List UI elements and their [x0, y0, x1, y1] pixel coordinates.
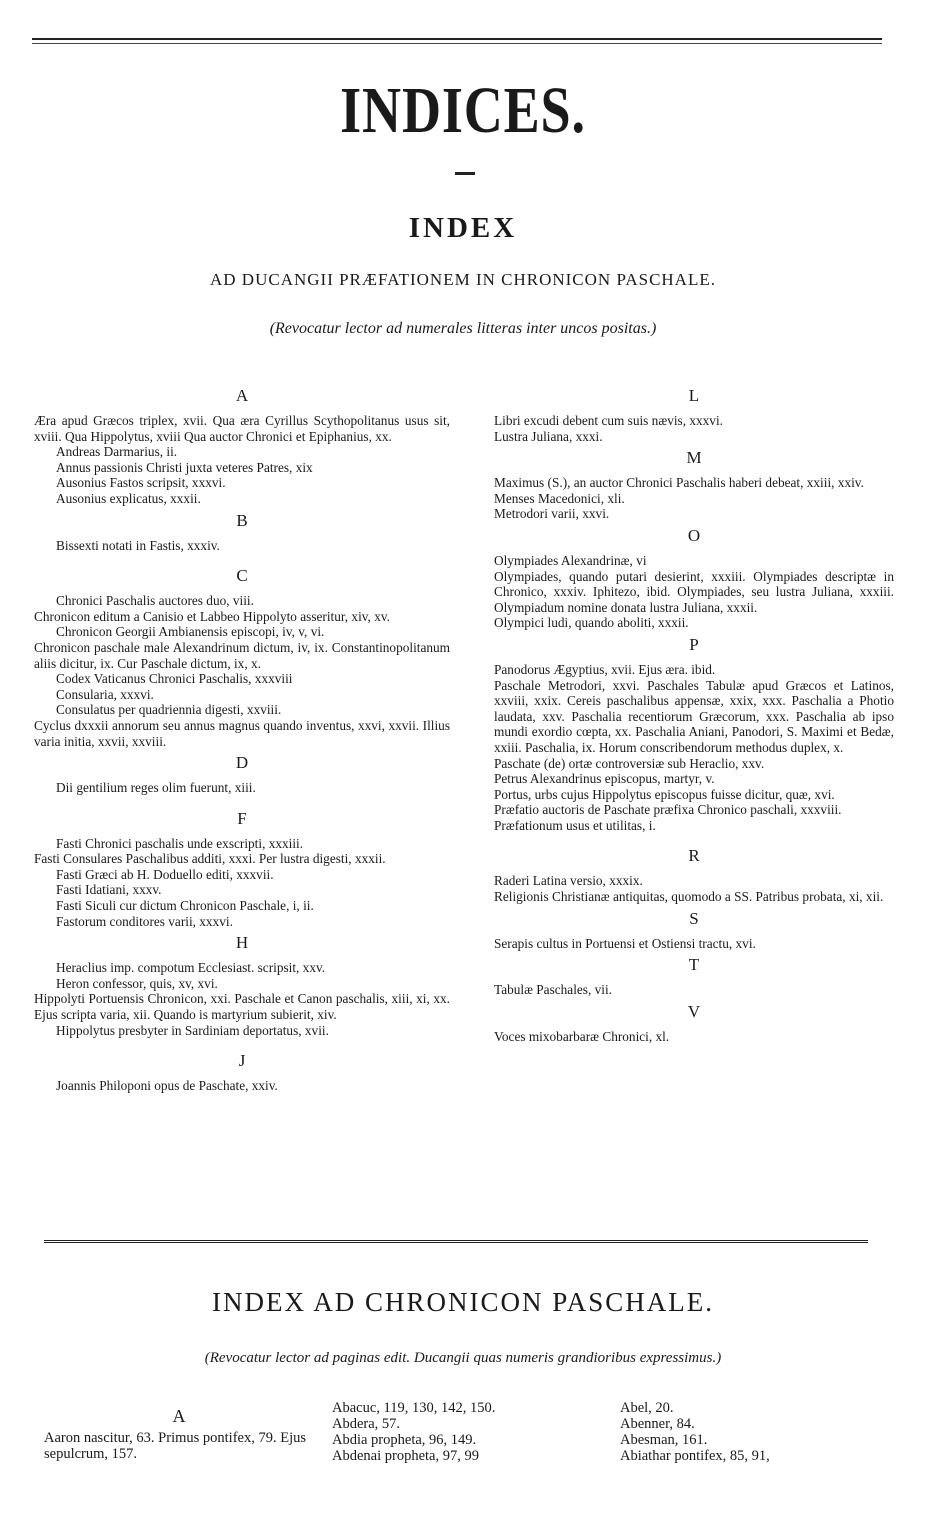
index-entry: Fasti Chronici paschalis unde exscripti, xxxiii. — [56, 835, 304, 851]
index-entry: Menses Macedonici, xli. — [494, 490, 625, 506]
section-letter-c: C — [236, 566, 248, 586]
index-entry: Panodorus Ægyptius, xvii. Ejus æra. ibid. — [494, 661, 716, 677]
second-index-note: (Revocatur lector ad paginas edit. Ducangii quas numeris grandioribus expressimus.) — [204, 1350, 722, 1366]
index-subheading: AD DUCANGII PRÆFATIONEM IN CHRONICON PASCHALE. — [210, 270, 716, 289]
index-entry: Abenner, 84. — [620, 1416, 695, 1432]
second-index-column-2 — [332, 1400, 602, 1464]
index-entry: Andreas Darmarius, ii. — [56, 444, 178, 460]
index-entry: Raderi Latina versio, xxxix. — [494, 873, 643, 889]
section-divider — [44, 1240, 868, 1243]
index-entry: Fasti Consulares Paschalibus additi, xxxi. Per lustra digesti, xxxii. — [34, 851, 386, 867]
index-entry: Abdenai propheta, 97, 99 — [332, 1448, 479, 1464]
section-letter-r: R — [688, 846, 700, 866]
section-letter-v: V — [687, 1001, 701, 1021]
section-letter-l: L — [688, 386, 700, 405]
section-letter-h: H — [235, 933, 249, 953]
index-entry: Olympiades, quando putari desierint, xxxiii. Olympiades descriptæ in Chronico, xxxiv. Iphitezo, ibid. Olympiades, seu lustra Juliana, xxxiii. Olympiadum nomine donata lustra Juliana, xxxii. — [494, 568, 894, 615]
top-rule — [32, 38, 882, 44]
index-entry: Lustra Juliana, xxxi. — [494, 428, 603, 444]
index-entry: Abacuc, 119, 130, 142, 150. — [332, 1400, 496, 1416]
index-entry: Olympiades Alexandrinæ, vi — [494, 552, 647, 568]
index-entry: Præfationum usus et utilitas, i. — [494, 817, 656, 833]
index-entry: Tabulæ Paschales, vii. — [494, 982, 612, 998]
index-entry: Petrus Alexandrinus episcopus, martyr, v. — [494, 771, 715, 787]
index-entry: Maximus (S.), an auctor Chronici Paschalis haberi debeat, xxiii, xxiv. — [494, 475, 864, 491]
index-entry: Libri excudi debent cum suis nævis, xxxvi. — [494, 413, 723, 428]
section-letter-m: M — [686, 448, 702, 468]
section-letter-p: P — [689, 634, 699, 654]
index-entry: Heron confessor, quis, xv, xvi. — [56, 975, 218, 991]
index-entry: Metrodori varii, xxvi. — [494, 506, 610, 522]
index-entry: Paschale Metrodori, xxvi. Paschales Tabulæ apud Græcos et Latinos, xxviii, xxix. Cereis paschalibus appensæ, xxix, xxx. Paschalia a Photio laudata, xxv. Paschalia recentiorum Græcorum, xxx. Paschalia ab ipso mundi exordio cœpta, xx. Paschalia Aniani, Panodori, S. Maximi et Bedæ, xxiii. Paschalia, ix. Horum conscribendorum methodus duplex, x. — [494, 677, 894, 755]
index-entry: Religionis Christianæ antiquitas, quomodo a SS. Patribus probata, xi, xii. — [494, 889, 884, 905]
section-letter-s: S — [689, 908, 699, 928]
index-entry: Abdera, 57. — [332, 1416, 401, 1432]
index-entry: Chronicon Georgii Ambianensis episcopi, iv, v, vi. — [56, 624, 325, 640]
index-entry: Ausonius Fastos scripsit, xxxvi. — [56, 475, 226, 491]
index-entry: Chronicon paschale male Alexandrinum dictum, iv, ix. Constantinopolitanum aliis dicitur, ix. Cur Paschale dictum, ix, x. — [34, 639, 450, 671]
section-letter-o: O — [687, 525, 701, 545]
page-title: INDICES. — [340, 74, 586, 147]
right-column — [494, 382, 894, 1044]
section-letter-b: B — [236, 510, 248, 530]
second-index-column-3 — [620, 1400, 890, 1464]
index-entry: Abel, 20. — [620, 1400, 674, 1416]
index-entry: Ausonius explicatus, xxxii. — [56, 490, 201, 506]
index-entry: Chronici Paschalis auctores duo, viii. — [56, 593, 254, 609]
section-letter-t: T — [688, 955, 700, 975]
index-entry: Fastorum conditores varii, xxxvi. — [56, 913, 233, 929]
index-entry: Abdia propheta, 96, 149. — [332, 1432, 477, 1448]
index-entry: Bissexti notati in Fastis, xxxiv. — [56, 537, 220, 553]
second-index-column-1 — [44, 1400, 314, 1462]
section-letter-j: J — [238, 1051, 246, 1071]
index-entry: Serapis cultus in Portuensi et Ostiensi tractu, xvi. — [494, 935, 756, 951]
index-entry: Dii gentilium reges olim fuerunt, xiii. — [56, 780, 256, 796]
second-index-heading: INDEX AD CHRONICON PASCHALE. — [211, 1287, 715, 1317]
index-entry: Æra apud Græcos triplex, xvii. Qua æra Cyrillus Scythopolitanus usus sit, xviii. Qua Hippolytus, xviii Qua auctor Chronici et Epiphanius, xx. — [34, 413, 450, 444]
index-entry: Hippolytus presbyter in Sardiniam deportatus, xvii. — [56, 1022, 329, 1038]
index-entry: Hippolyti Portuensis Chronicon, xxi. Paschale et Canon paschalis, xiii, xi, xx. Ejus scripta varia, xii. Quando is martyrium subierit, xiv. — [34, 991, 450, 1023]
index-note: (Revocatur lector ad numerales litteras inter uncos positas.) — [269, 320, 657, 337]
section-letter-f: F — [237, 808, 247, 828]
index-entry: Codex Vaticanus Chronici Paschalis, xxxviii — [56, 671, 293, 687]
index-heading: INDEX — [408, 212, 518, 244]
left-column — [34, 382, 450, 1094]
index-entry: Voces mixobarbaræ Chronici, xl. — [494, 1028, 670, 1044]
index-entry: Abiathar pontifex, 85, 91, — [620, 1448, 770, 1464]
index-entry: Fasti Græci ab H. Doduello editi, xxxvii. — [56, 866, 274, 882]
section-letter-d: D — [235, 753, 249, 773]
index-entry: Præfatio auctoris de Paschate præfixa Chronico paschali, xxxviii. — [494, 802, 842, 818]
index-entry: Portus, urbs cujus Hippolytus episcopus fuisse dicitur, quæ, xvi. — [494, 786, 835, 802]
index-entry: Annus passionis Christi juxta veteres Patres, xix — [56, 459, 313, 475]
index-entry: Consularia, xxxvi. — [56, 686, 154, 702]
index-entry: Paschate (de) ortæ controversiæ sub Heraclio, xxv. — [494, 755, 765, 771]
section-letter-a: A — [235, 386, 249, 405]
index-entry: Joannis Philoponi opus de Paschate, xxiv. — [56, 1078, 278, 1094]
index-entry: Heraclius imp. compotum Ecclesiast. scripsit, xxv. — [56, 960, 326, 976]
title-dash — [455, 172, 475, 175]
index-entry: Consulatus per quadriennia digesti, xxviii. — [56, 702, 282, 718]
index-entry: Fasti Idatiani, xxxv. — [56, 882, 162, 898]
index-entry: Chronicon editum a Canisio et Labbeo Hippolyto asseritur, xiv, xv. — [34, 608, 390, 624]
index-entry: Fasti Siculi cur dictum Chronicon Paschale, i, ii. — [56, 898, 314, 914]
index-entry: Cyclus dxxxii annorum seu annus magnus quando inventus, xxvi, xxvii. Illius varia initia, xxvii, xxviii. — [34, 717, 450, 749]
index-entry: Aaron nascitur, 63. Primus pontifex, 79. Ejus sepulcrum, 157. — [44, 1430, 306, 1462]
second-index-letter-a: A — [172, 1406, 186, 1426]
index-entry: Olympici ludi, quando aboliti, xxxii. — [494, 615, 689, 631]
index-entry: Abesman, 161. — [620, 1432, 708, 1448]
